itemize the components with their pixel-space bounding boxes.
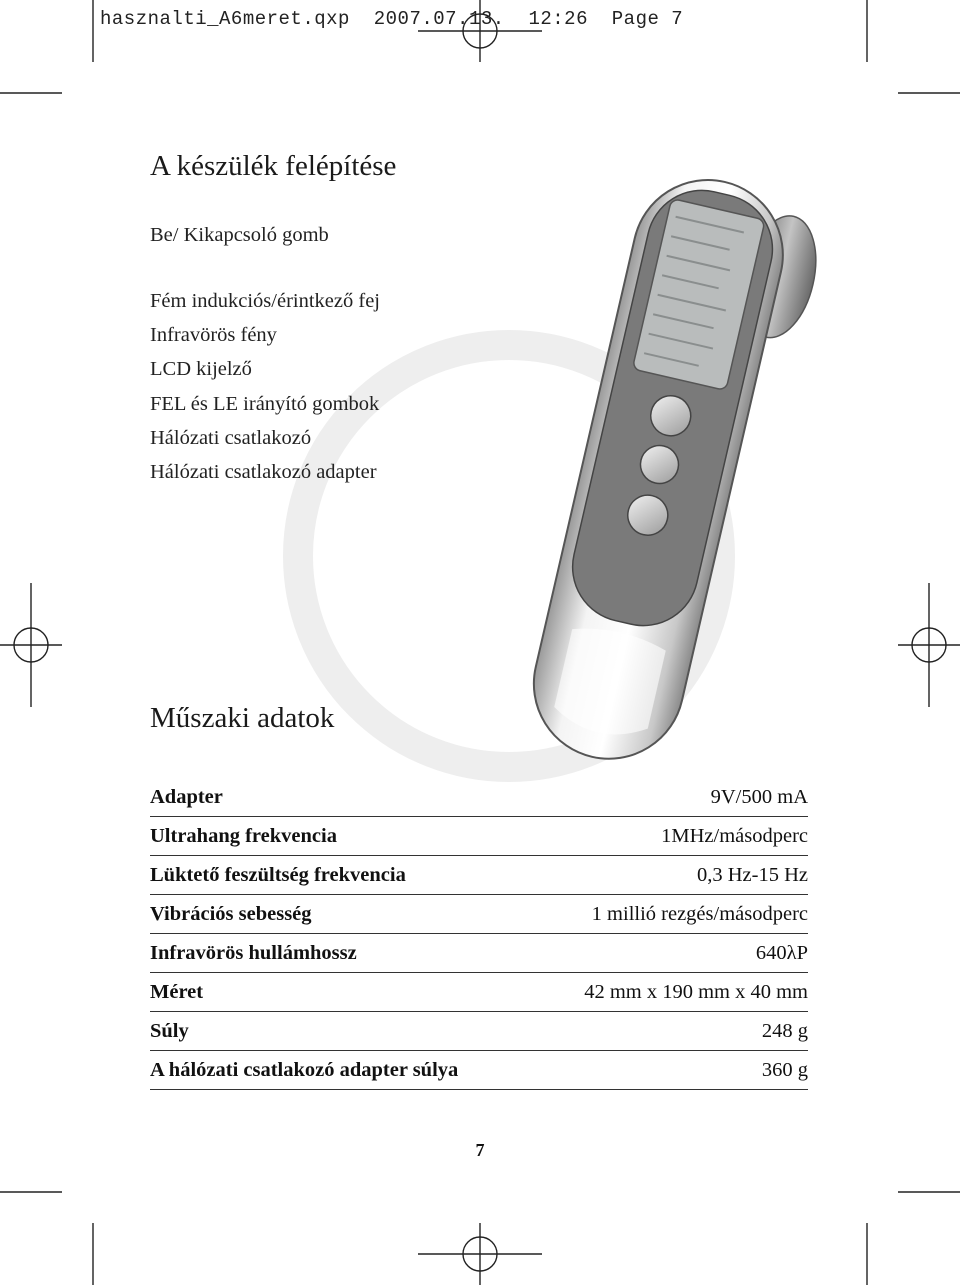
spec-value: 360 g (761, 1058, 808, 1081)
part-power-button: Be/ Kikapcsoló gomb (150, 224, 329, 246)
spec-label: Vibrációs sebesség (150, 902, 312, 925)
spec-label: Adapter (150, 785, 223, 808)
spec-row (150, 973, 808, 1012)
part-lcd-display: LCD kijelző (150, 358, 252, 380)
spec-row (150, 934, 808, 973)
spec-value: 1MHz/másodperc (661, 824, 808, 847)
spec-value: 9V/500 mA (710, 785, 808, 808)
spec-label: Méret (150, 980, 204, 1003)
specs-title: Műszaki adatok (150, 702, 335, 734)
spec-row (150, 895, 808, 934)
part-mains-connector: Hálózati csatlakozó (150, 427, 312, 449)
spec-row (150, 1012, 808, 1051)
specs-table (150, 778, 808, 1090)
spec-value: 1 millió rezgés/másodperc (591, 902, 808, 925)
part-up-down-buttons: FEL és LE irányító gombok (150, 393, 380, 415)
spec-value: 640λP (755, 941, 808, 964)
page-title: A készülék felépítése (150, 150, 397, 182)
spec-row (150, 1051, 808, 1090)
spec-label: Súly (150, 1019, 189, 1042)
spec-label: Ultrahang frekvencia (150, 824, 337, 847)
print-slug-line: hasznalti_A6meret.qxp 2007.07.13. 12:26 Page 7 (100, 8, 684, 30)
spec-value: 42 mm x 190 mm x 40 mm (584, 980, 808, 1003)
part-mains-adapter: Hálózati csatlakozó adapter (150, 461, 377, 483)
spec-label: A hálózati csatlakozó adapter súlya (150, 1058, 459, 1081)
part-metal-head: Fém indukciós/érintkező fej (150, 290, 380, 312)
part-infrared-light: Infravörös fény (150, 324, 277, 346)
spec-row (150, 817, 808, 856)
spec-row (150, 778, 808, 817)
page-number: 7 (475, 1140, 485, 1160)
spec-value: 248 g (761, 1019, 808, 1042)
spec-label: Lüktető feszültség frekvencia (150, 863, 406, 886)
spec-row (150, 856, 808, 895)
spec-value: 0,3 Hz-15 Hz (696, 863, 808, 886)
spec-label: Infravörös hullámhossz (150, 941, 357, 964)
